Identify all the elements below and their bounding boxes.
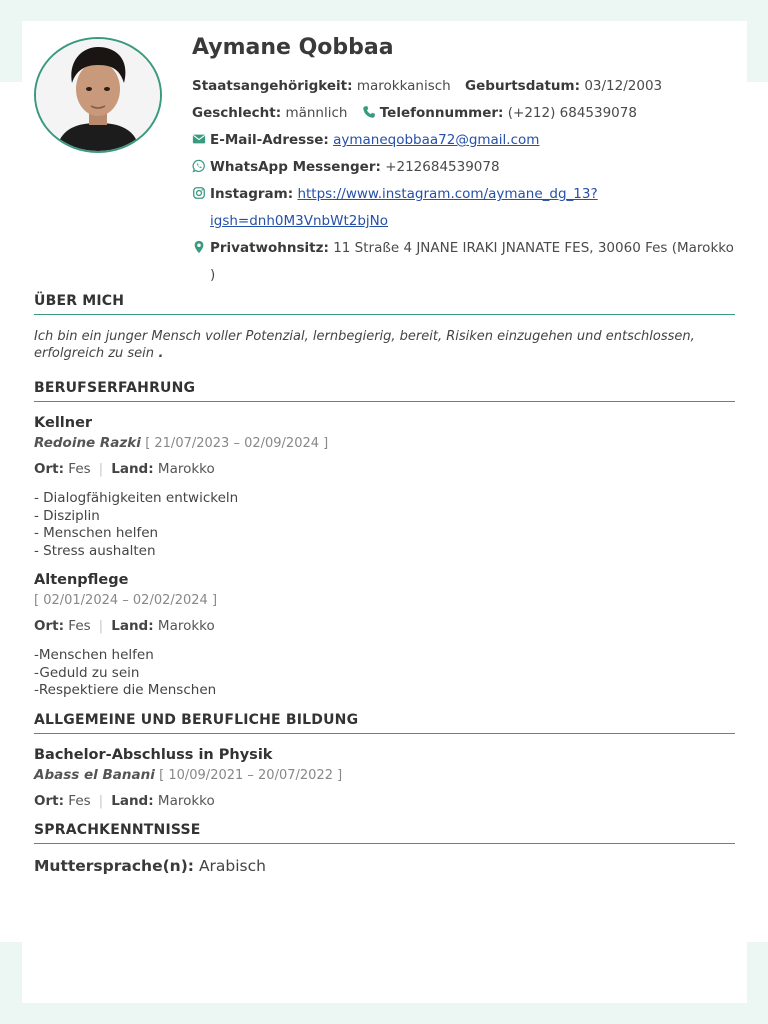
city-label: Ort: <box>34 618 64 634</box>
education-entry <box>34 747 735 809</box>
mother-tongue-value: Arabisch <box>198 856 266 875</box>
section-title-about: ÜBER MICH <box>34 293 735 315</box>
job-entry <box>34 572 735 700</box>
languages-section <box>34 822 735 875</box>
city-label: Ort: <box>34 792 64 809</box>
gender-value: männlich <box>285 105 348 121</box>
job-description <box>34 490 735 560</box>
description-line: - Disziplin <box>34 507 100 524</box>
description-line: -Geduld zu sein <box>34 664 140 681</box>
phone-value: (+212) 684539078 <box>507 105 637 121</box>
info-row-address <box>192 235 742 262</box>
info-row-gender-phone <box>192 100 742 127</box>
country-label: Land: <box>111 792 154 809</box>
city-value: Fes <box>68 618 91 634</box>
job-dates: [ 02/01/2024 – 02/02/2024 ] <box>34 593 218 608</box>
map-pin-icon <box>192 240 206 254</box>
job-employer-dates <box>34 591 735 610</box>
description-line: - Menschen helfen <box>34 525 159 541</box>
education-section <box>34 712 735 809</box>
country-value: Marokko <box>157 461 215 477</box>
mother-tongue-label: Muttersprache(n): <box>34 856 194 875</box>
country-label: Land: <box>111 461 154 477</box>
info-row-instagram <box>192 181 742 208</box>
gender-label: Geschlecht: <box>192 105 282 121</box>
job-title: Kellner <box>34 415 93 431</box>
job-title: Altenpflege <box>34 572 129 588</box>
about-text <box>34 328 735 362</box>
phone-icon <box>362 105 376 119</box>
job-entry <box>34 415 735 560</box>
email-label: E-Mail-Adresse: <box>210 132 329 148</box>
job-location <box>34 461 735 477</box>
info-row-address-cont <box>192 262 742 289</box>
email-link[interactable]: aymaneqobbaa72@gmail.com <box>333 132 540 148</box>
section-title-experience: BERUFSERFAHRUNG <box>34 380 735 402</box>
job-dates: [ 21/07/2023 – 02/09/2024 ] <box>145 436 329 451</box>
job-description <box>34 647 735 700</box>
education-location <box>34 793 735 809</box>
whatsapp-icon <box>192 159 206 173</box>
degree-title: Bachelor-Abschluss in Physik <box>34 746 273 763</box>
description-line: -Menschen helfen <box>34 647 154 663</box>
phone-label: Telefonnummer: <box>379 105 504 121</box>
city-label: Ort: <box>34 461 64 477</box>
profile-photo <box>34 37 162 153</box>
whatsapp-value: +212684539078 <box>385 159 500 175</box>
address-label: Privatwohnsitz: <box>210 240 329 256</box>
education-dates: [ 10/09/2021 – 20/07/2022 ] <box>159 767 343 783</box>
separator: | <box>98 618 104 634</box>
country-label: Land: <box>111 618 154 634</box>
description-line: - Dialogfähigkeiten entwickeln <box>34 490 239 506</box>
instagram-icon <box>192 186 206 200</box>
info-row-email <box>192 127 742 154</box>
envelope-icon <box>192 132 206 146</box>
info-row-nationality-birthdate <box>192 73 742 100</box>
birthdate-label: Geburtsdatum: <box>465 78 581 94</box>
job-employer-dates <box>34 434 735 453</box>
info-row-whatsapp <box>192 154 742 181</box>
nationality-value: marokkanisch <box>356 78 451 94</box>
cv-content <box>34 293 735 875</box>
separator: | <box>98 461 104 477</box>
separator: | <box>98 792 104 809</box>
section-title-languages: SPRACHKENNTNISSE <box>34 822 735 844</box>
job-employer: Redoine Razki <box>34 435 141 451</box>
institution-dates <box>34 766 735 785</box>
about-text-end: . <box>154 346 164 361</box>
whatsapp-label: WhatsApp Messenger: <box>210 159 381 175</box>
city-value: Fes <box>68 461 91 477</box>
section-title-education: ALLGEMEINE UND BERUFLICHE BILDUNG <box>34 712 735 734</box>
job-location <box>34 618 735 634</box>
cv-page <box>22 21 747 1003</box>
about-text-body: Ich bin ein junger Mensch voller Potenzial, lernbegierig, bereit, Risiken einzugehen und entschlossen, erfolgreich zu sein <box>34 329 695 361</box>
full-name: Aymane Qobbaa <box>192 35 394 60</box>
city-value: Fes <box>68 792 91 809</box>
description-line: -Respektiere die Menschen <box>34 682 217 698</box>
address-value: 11 Straße 4 JNANE IRAKI JNANATE FES, 30060 Fes (Marokko <box>333 240 734 256</box>
address-value-cont: ) <box>210 267 216 283</box>
institution-name: Abass el Banani <box>34 766 155 783</box>
profile-photo-image <box>36 39 160 151</box>
nationality-label: Staatsangehörigkeit: <box>192 78 353 94</box>
country-value: Marokko <box>157 792 215 809</box>
instagram-link-cont[interactable]: igsh=dnh0M3VnbWt2bjNo <box>210 213 388 229</box>
about-section <box>34 293 735 362</box>
birthdate-value: 03/12/2003 <box>584 78 663 94</box>
personal-info <box>192 35 742 289</box>
description-line: - Stress aushalten <box>34 542 156 559</box>
mother-tongue <box>34 857 735 875</box>
info-row-instagram-cont <box>192 208 742 235</box>
instagram-label: Instagram: <box>210 186 294 202</box>
instagram-link[interactable]: https://www.instagram.com/aymane_dg_13? <box>297 186 598 202</box>
experience-section <box>34 380 735 700</box>
country-value: Marokko <box>157 618 215 634</box>
